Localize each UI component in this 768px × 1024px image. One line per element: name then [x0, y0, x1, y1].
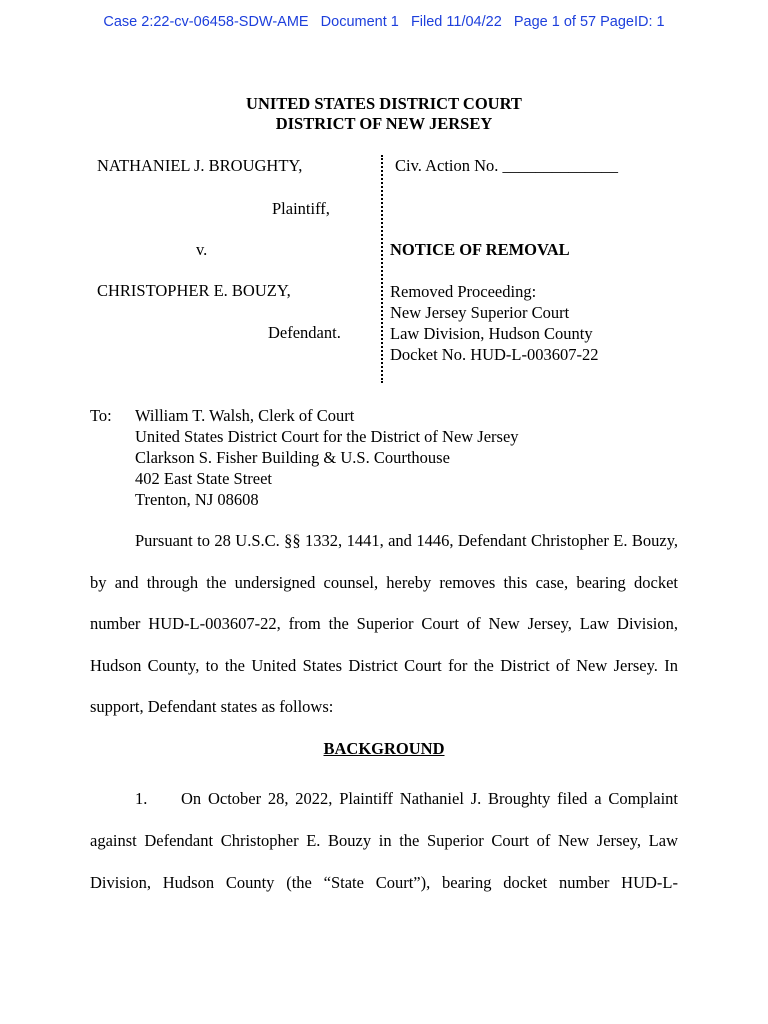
numbered-paragraph	[90, 778, 678, 904]
address-line: Clarkson S. Fisher Building & U.S. Courthouse	[135, 448, 450, 467]
removed-line: Removed Proceeding:	[390, 282, 537, 301]
court-name: UNITED STATES DISTRICT COURT	[246, 94, 522, 113]
address-line: United States District Court for the District of New Jersey	[135, 427, 519, 446]
court-heading	[0, 94, 768, 134]
defendant-role: Defendant.	[268, 323, 341, 342]
document-title: NOTICE OF REMOVAL	[390, 240, 570, 259]
removed-proceeding-block	[390, 281, 599, 365]
recipient-address	[135, 405, 519, 510]
civil-action-number: Civ. Action No. ______________	[395, 156, 619, 175]
address-line: 402 East State Street	[135, 469, 273, 488]
plaintiff-role: Plaintiff,	[272, 199, 330, 218]
paragraph-text: On October 28, 2022, Plaintiff Nathaniel J. Broughty filed a Complaint against Defendant Christopher E. Bouzy in the Superior Court of New Jersey, Law Division, Hudson County (the “State Court”), bearing docket number HUD-L-	[90, 789, 678, 892]
removed-line: New Jersey Superior Court	[390, 303, 570, 322]
removed-line: Docket No. HUD-L-003607-22	[390, 345, 599, 364]
section-heading: BACKGROUND	[323, 739, 445, 758]
intro-paragraph-text: Pursuant to 28 U.S.C. §§ 1332, 1441, and 1446, Defendant Christopher E. Bouzy, by and through the undersigned counsel, hereby removes this case, bearing docket number HUD-L-003607-22, from the Superior Court of New Jersey, Law Division, Hudson County, to the United States District Court for the District of New Jersey. In support, Defendant states as follows:	[90, 531, 678, 716]
removed-line: Law Division, Hudson County	[390, 324, 593, 343]
address-line: Trenton, NJ 08608	[135, 490, 259, 509]
court-district: DISTRICT OF NEW JERSEY	[275, 114, 493, 133]
to-label: To:	[90, 406, 112, 425]
case-header-stamp: Case 2:22-cv-06458-SDW-AME Document 1 Filed 11/04/22 Page 1 of 57 PageID: 1	[103, 14, 665, 30]
defendant-name: CHRISTOPHER E. BOUZY,	[97, 281, 291, 300]
address-line: William T. Walsh, Clerk of Court	[135, 406, 355, 425]
caption-divider	[381, 155, 383, 383]
intro-paragraph	[90, 520, 678, 728]
versus-label: v.	[196, 240, 208, 259]
plaintiff-name: NATHANIEL J. BROUGHTY,	[97, 156, 303, 175]
paragraph-number: 1.	[135, 789, 148, 808]
